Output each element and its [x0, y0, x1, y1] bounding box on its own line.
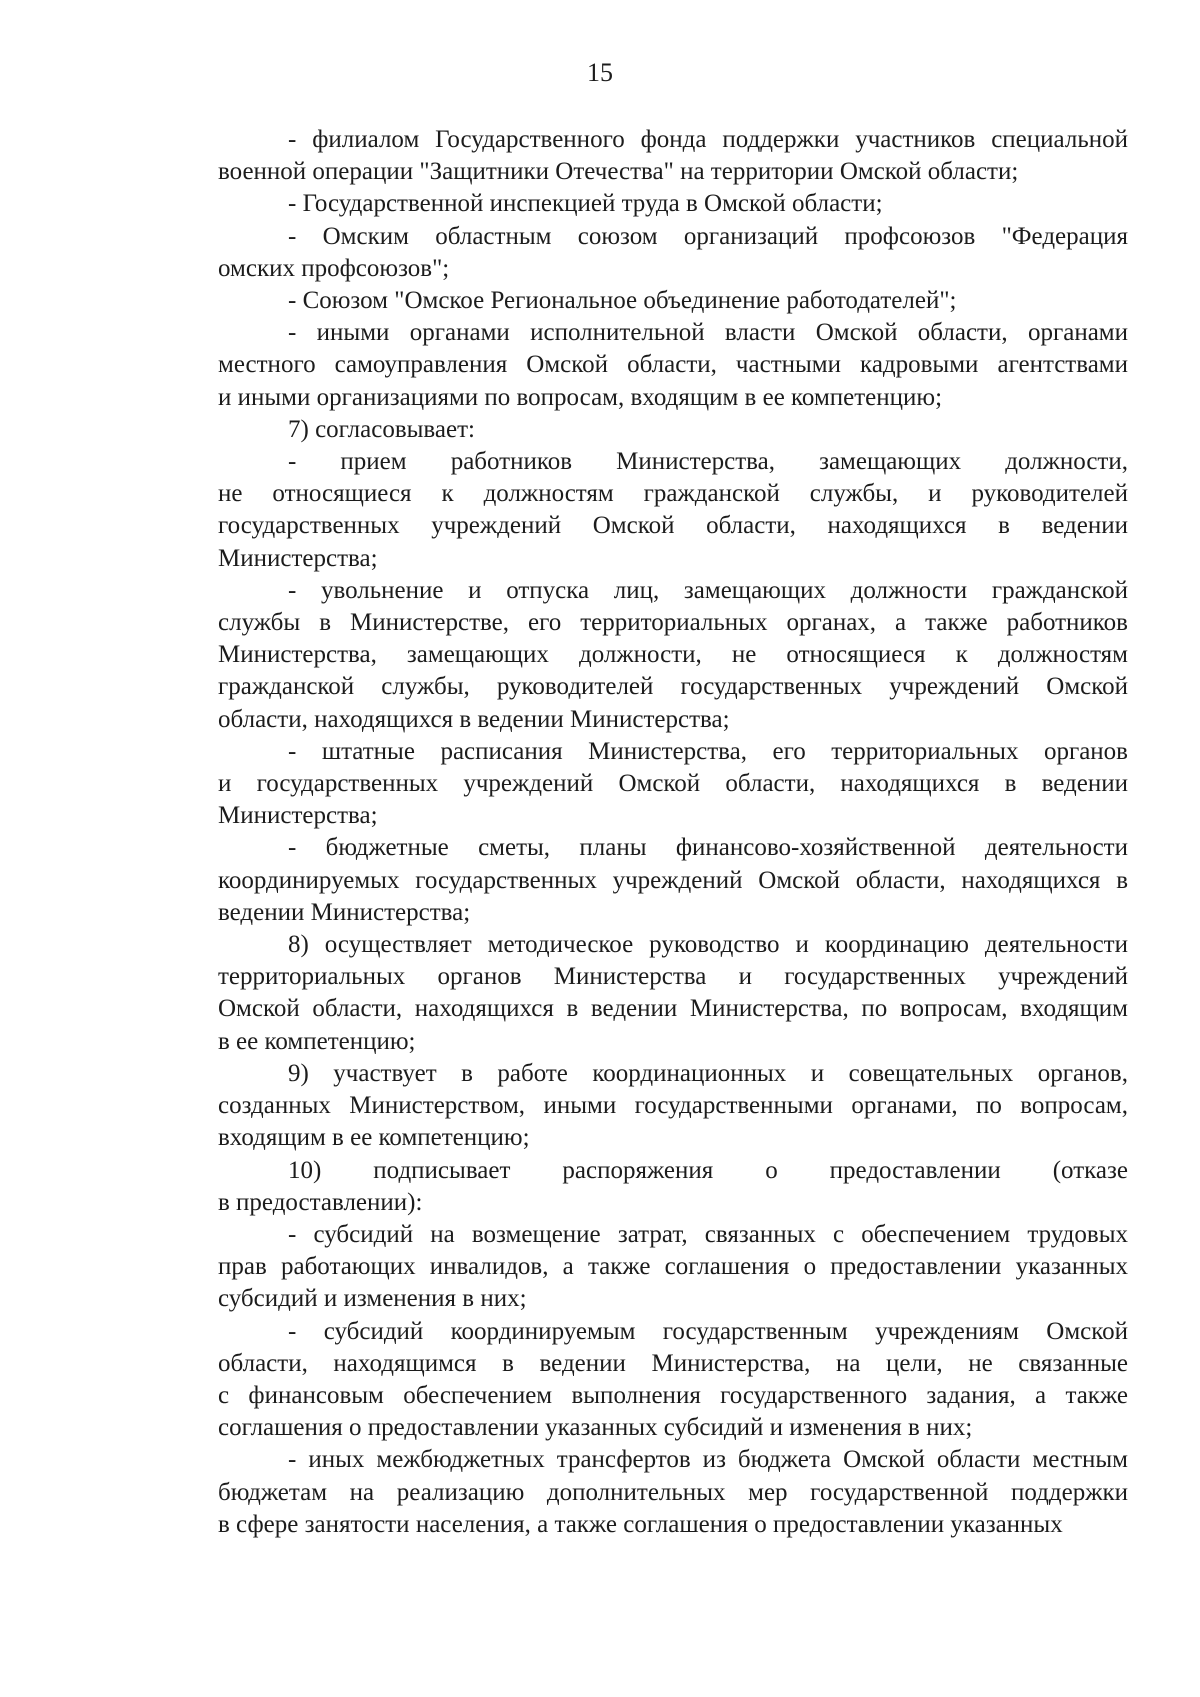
- paragraph: [148, 1219, 1128, 1316]
- text-line: - Союзом "Омское Региональное объединение работодателей";: [288, 287, 957, 315]
- text-line: координируемых государственных учреждений Омской области, находящихся в: [218, 866, 1128, 894]
- text-line: в сфере занятости населения, а также соглашения о предоставлении указанных: [218, 1510, 1063, 1538]
- text-line: ведении Министерства;: [218, 898, 471, 926]
- paragraph: [148, 188, 1128, 220]
- text-line: соглашения о предоставлении указанных субсидий и изменения в них;: [218, 1414, 973, 1442]
- paragraph: [148, 221, 1128, 285]
- text-line: - Омским областным союзом организаций профсоюзов "Федерация: [288, 222, 1128, 250]
- paragraph: [148, 446, 1128, 575]
- text-line: 7) согласовывает:: [288, 415, 475, 443]
- text-line: и государственных учреждений Омской области, находящихся в ведении: [218, 770, 1128, 798]
- paragraph: [148, 317, 1128, 414]
- paragraph: [148, 1316, 1128, 1445]
- text-line: - иными органами исполнительной власти Омской области, органами: [288, 319, 1128, 347]
- text-line: не относящиеся к должностям гражданской службы, и руководителей: [218, 480, 1128, 508]
- text-line: омских профсоюзов";: [218, 254, 450, 282]
- paragraph: [148, 929, 1128, 1058]
- text-line: службы в Министерстве, его территориальных органах, а также работников: [218, 609, 1128, 637]
- text-line: в ее компетенцию;: [218, 1027, 416, 1055]
- text-line: - штатные расписания Министерства, его территориальных органов: [288, 737, 1128, 765]
- text-line: - иных межбюджетных трансфертов из бюджета Омской области местным: [288, 1446, 1128, 1474]
- text-line: 9) участвует в работе координационных и совещательных органов,: [288, 1059, 1128, 1087]
- text-line: - бюджетные сметы, планы финансово-хозяйственной деятельности: [288, 834, 1128, 862]
- text-line: гражданской службы, руководителей государственных учреждений Омской: [218, 673, 1128, 701]
- text-line: - филиалом Государственного фонда поддержки участников специальной: [288, 126, 1128, 153]
- paragraph: [148, 736, 1128, 833]
- text-line: субсидий и изменения в них;: [218, 1285, 527, 1313]
- text-line: территориальных органов Министерства и государственных учреждений: [218, 963, 1128, 991]
- paragraph: [148, 1155, 1128, 1219]
- text-line: в предоставлении):: [218, 1188, 423, 1216]
- text-line: Министерства;: [218, 802, 378, 830]
- text-line: Министерства, замещающих должности, не относящиеся к должностям: [218, 641, 1128, 669]
- text-line: - субсидий координируемым государственным учреждениям Омской: [288, 1317, 1128, 1345]
- text-line: созданных Министерством, иными государственными органами, по вопросам,: [218, 1092, 1128, 1120]
- paragraph: [148, 832, 1128, 929]
- paragraph: [148, 1444, 1128, 1541]
- text-line: бюджетам на реализацию дополнительных мер государственной поддержки: [218, 1478, 1128, 1506]
- paragraph: [148, 124, 1128, 188]
- text-line: 8) осуществляет методическое руководство и координацию деятельности: [288, 931, 1128, 959]
- page-number: 15: [587, 58, 613, 87]
- text-line: местного самоуправления Омской области, частными кадровыми агентствами: [218, 351, 1128, 379]
- paragraph: [148, 1058, 1128, 1155]
- text-line: с финансовым обеспечением выполнения государственного задания, а также: [218, 1381, 1128, 1409]
- text-line: области, находящимся в ведении Министерства, на цели, не связанные: [218, 1349, 1128, 1377]
- text-line: - прием работников Министерства, замещающих должности,: [288, 448, 1128, 476]
- text-line: и иными организациями по вопросам, входящим в ее компетенцию;: [218, 383, 943, 411]
- body-text: [148, 124, 1128, 1541]
- paragraph: [148, 285, 1128, 317]
- text-line: области, находящихся в ведении Министерства;: [218, 705, 730, 733]
- paragraph: [148, 414, 1128, 446]
- text-line: прав работающих инвалидов, а также соглашения о предоставлении указанных: [218, 1253, 1128, 1281]
- text-line: Омской области, находящихся в ведении Министерства, по вопросам, входящим: [218, 995, 1128, 1023]
- text-line: государственных учреждений Омской области, находящихся в ведении: [218, 512, 1128, 540]
- text-line: 10) подписывает распоряжения о предоставлении (отказе: [288, 1156, 1128, 1184]
- text-line: военной операции "Защитники Отечества" на территории Омской области;: [218, 158, 1019, 186]
- text-line: - увольнение и отпуска лиц, замещающих должности гражданской: [288, 576, 1128, 604]
- text-line: - субсидий на возмещение затрат, связанных с обеспечением трудовых: [288, 1220, 1128, 1248]
- text-line: входящим в ее компетенцию;: [218, 1124, 530, 1152]
- paragraph: [148, 575, 1128, 736]
- text-line: Министерства;: [218, 544, 378, 572]
- text-line: - Государственной инспекцией труда в Омской области;: [288, 190, 883, 218]
